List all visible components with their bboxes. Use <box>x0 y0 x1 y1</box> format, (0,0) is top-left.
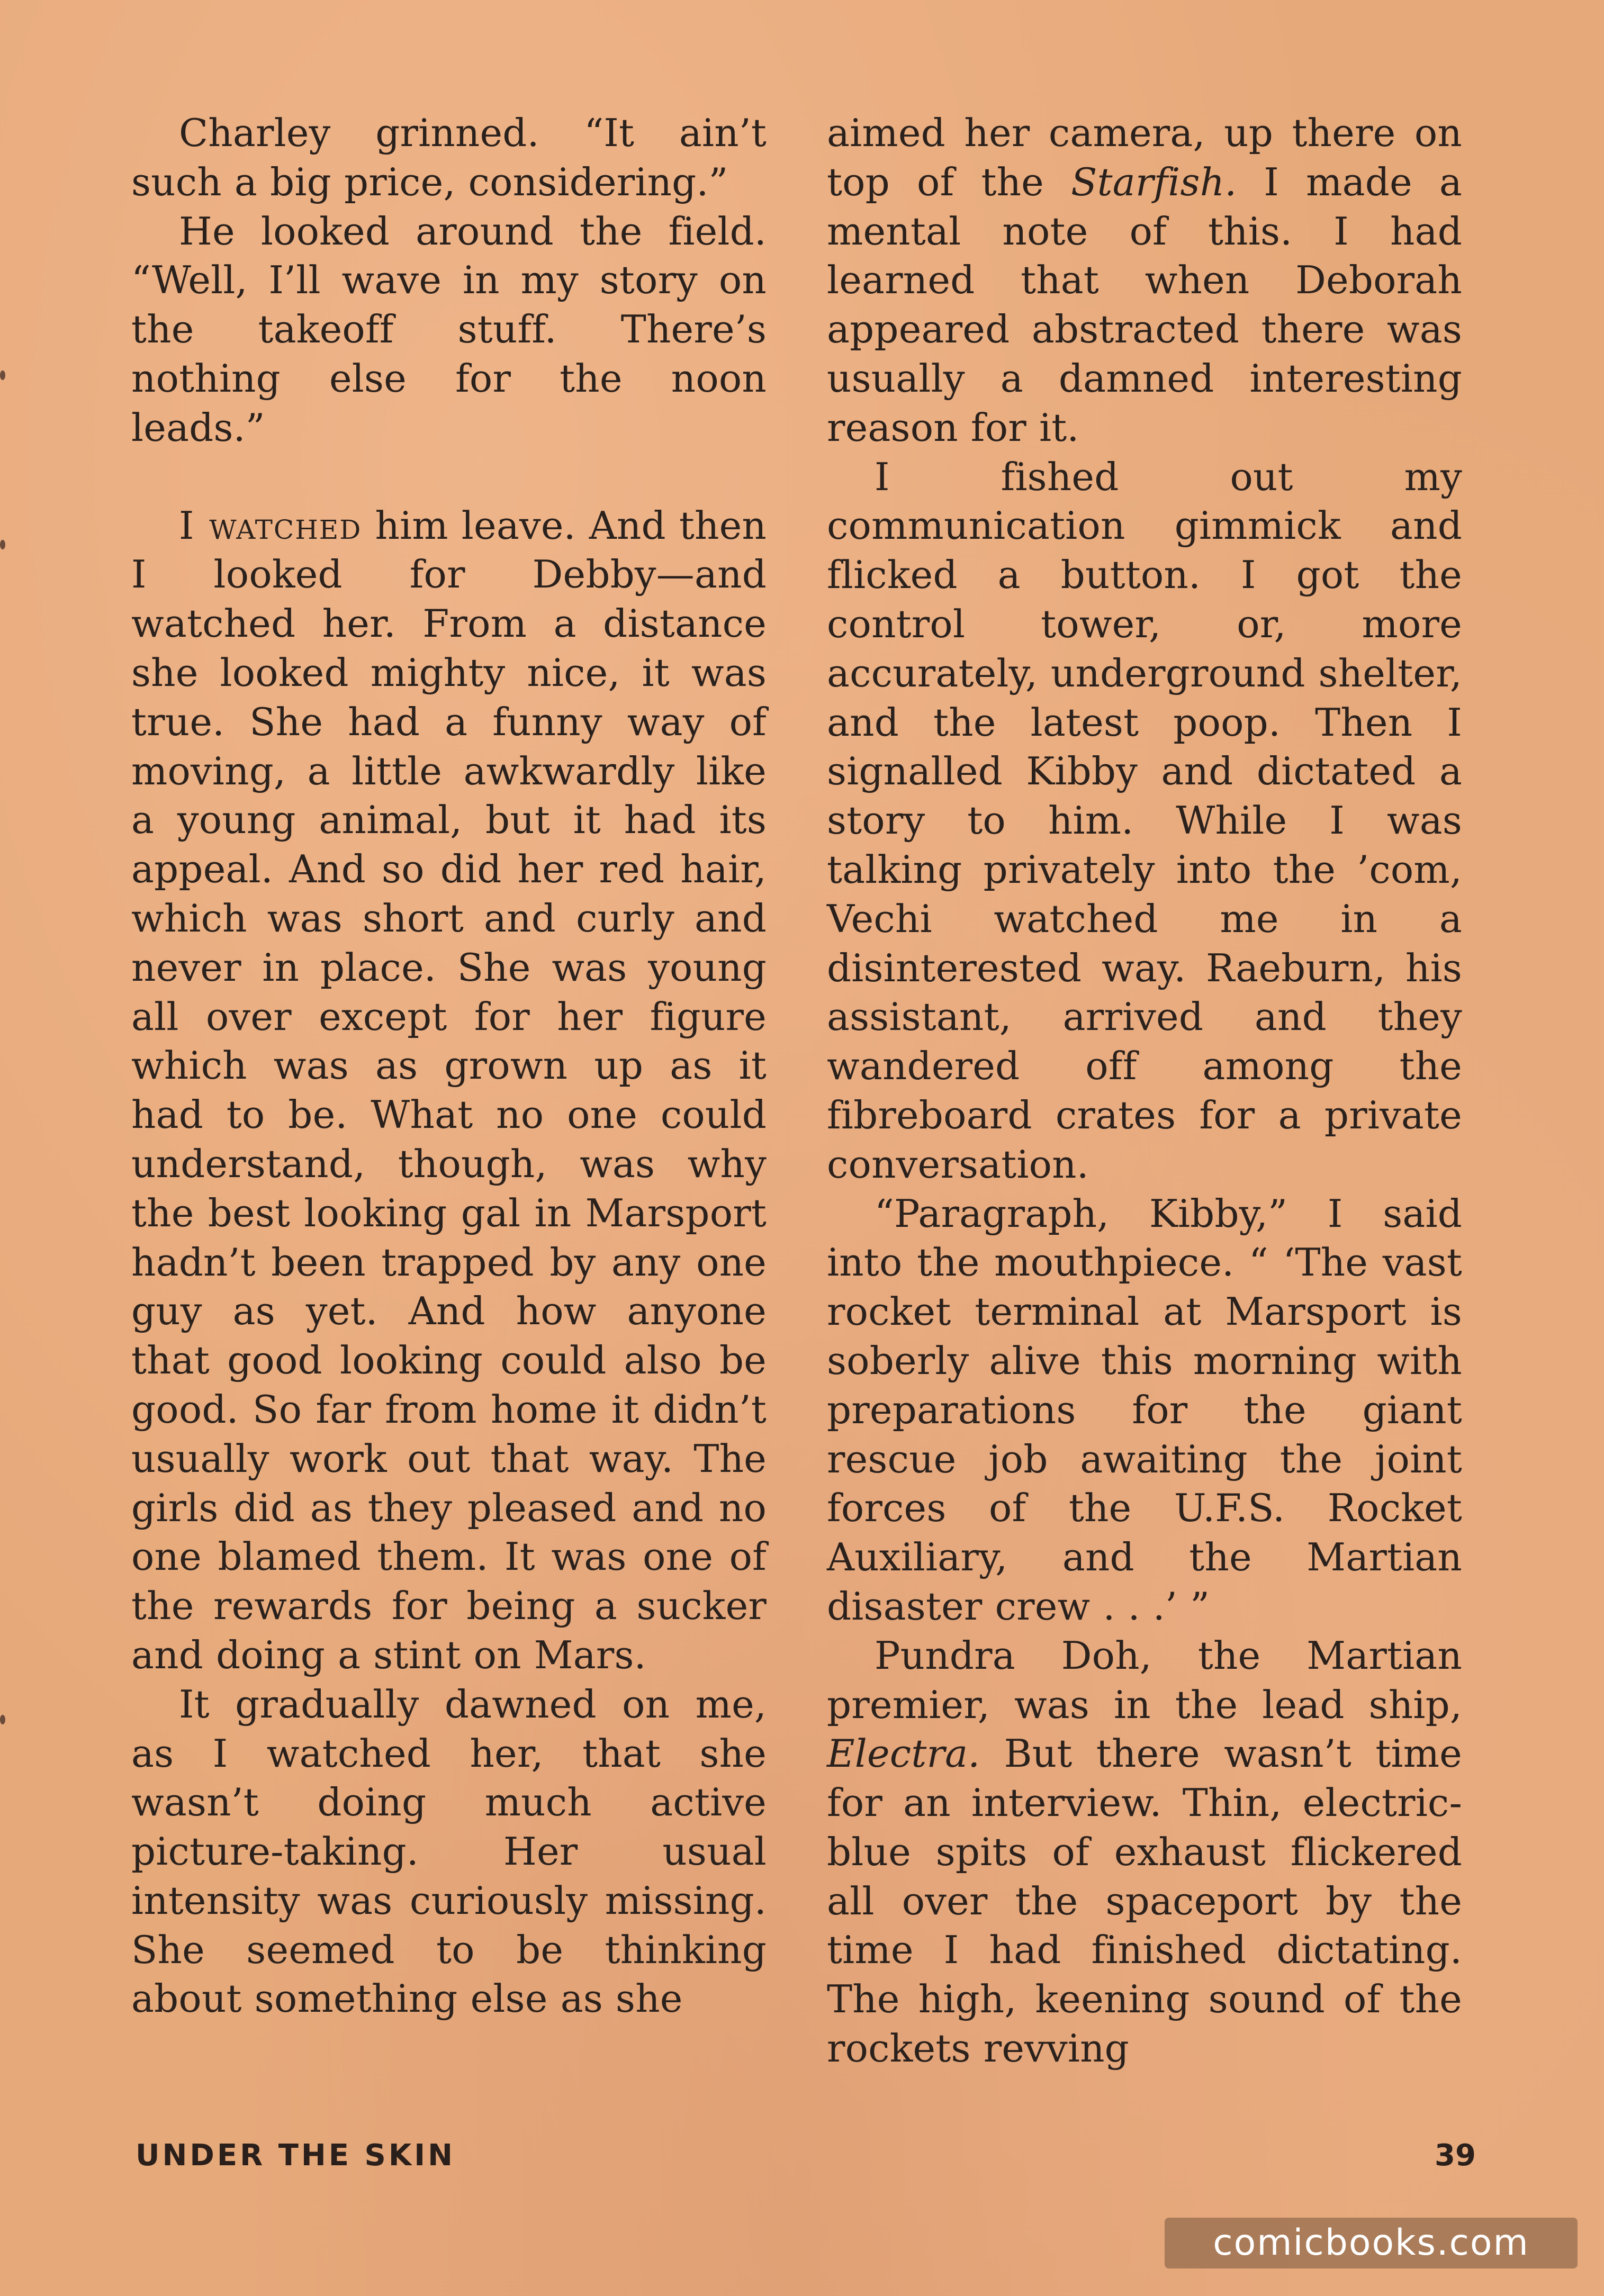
page-edge-mark <box>0 370 5 380</box>
paragraph: It gradually dawned on me, as I watched her, that she wasn’t doing much active picture-taking. Her usual intensity was curiously missing. She seemed to be thinking about something else as she <box>131 1682 767 2021</box>
paragraph-text: I made a mental note of this. I had learned that when Deborah appeared abstracted there was usually a damned interesting reason for it. <box>827 159 1462 450</box>
left-column <box>131 109 767 2023</box>
paragraph-text: Pundra Doh, the Martian premier, was in the lead ship, <box>827 1633 1462 1727</box>
running-footer-title: UNDER THE SKIN <box>136 2138 455 2173</box>
paragraph-text: But there wasn’t time for an interview. Thin, electric-blue spits of exhaust flickered all over the spaceport by the time I had finished dictating. The high, keening sound of the rockets revving <box>827 1731 1462 2071</box>
ship-name: Electra. <box>827 1731 980 1776</box>
paragraph: He looked around the field. “Well, I’ll wave in my story on the takeoff stuff. There’s nothing else for the noon leads.” <box>131 209 767 450</box>
paragraph-text: him leave. And then I looked for Debby—and watched her. From a distance she looked mighty nice, it was true. She had a funny way of moving, a little awkwardly like a young animal, but it had its appeal. And so did her red hair, which was short and curly and never in place. She was young all over except for her figure which was as grown up as it had to be. What no one could understand, though, was why the best looking gal in Marsport hadn’t been trapped by any one guy as yet. And how anyone that good looking could also be good. So far from home it didn’t usually work out that way. The girls did as they pleased and no one blamed them. It was one of the rewards for being a sucker and doing a stint on Mars. <box>131 503 767 1677</box>
page-edge-mark <box>0 1715 5 1724</box>
paragraph: “Paragraph, Kibby,” I said into the mouthpiece. “ ‘The vast rocket terminal at Marsport is soberly alive this morning with preparations for the giant rescue job awaiting the joint forces of the U.F.S. Rocket Auxiliary, and the Martian disaster crew . . .’ ” <box>827 1191 1462 1629</box>
paragraph: I fished out my communication gimmick and flicked a button. I got the control tower, or, more accurately, underground shelter, and the latest poop. Then I signalled Kibby and dictated a story to him. While I was talking privately into the ’com, Vechi watched me in a disinterested way. Raeburn, his assistant, arrived and they wandered off among the fibreboard crates for a private conversation. <box>827 454 1462 1187</box>
paragraph-text: aimed her camera, up there on top of the <box>827 111 1462 204</box>
right-column <box>827 109 1462 2073</box>
page-edge-mark <box>0 540 5 549</box>
paragraph-continued <box>827 109 1462 453</box>
ship-name: Starfish. <box>1071 159 1237 204</box>
paragraph <box>827 1631 1462 2073</box>
watermark-logo: comicbooks.com <box>1165 2218 1578 2268</box>
smallcaps-lead: I watched <box>179 503 362 548</box>
page-number: 39 <box>1435 2138 1476 2173</box>
paragraph: Charley grinned. “It ain’t such a big price, considering.” <box>131 111 767 204</box>
paragraph-section-start <box>131 501 767 1680</box>
